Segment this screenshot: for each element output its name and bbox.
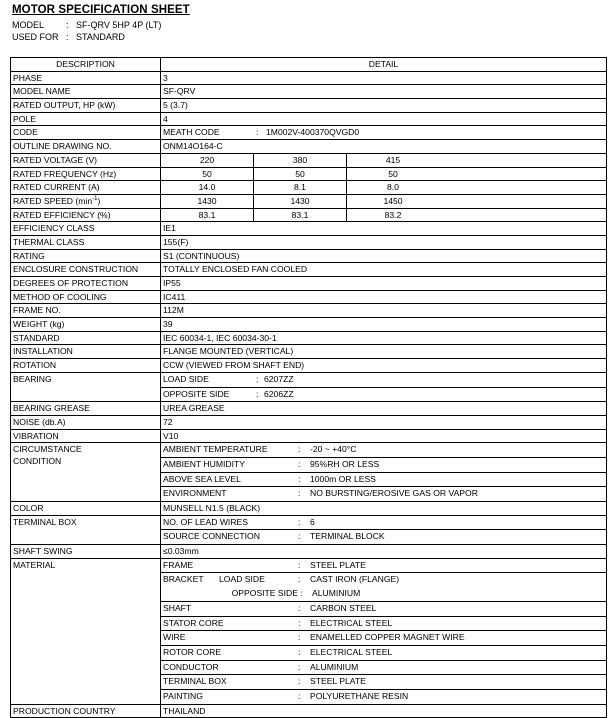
frequency-value-1: 50: [161, 168, 254, 181]
row-label: THERMAL CLASS: [11, 235, 161, 249]
material-line: [161, 675, 606, 690]
table-row: [11, 263, 607, 277]
sheet-title: MOTOR SPECIFICATION SHEET: [12, 4, 190, 16]
table-row: [11, 558, 607, 704]
material-colon: :: [300, 588, 303, 599]
terminal-box-key: SOURCE CONNECTION: [163, 531, 260, 542]
table-row: [11, 304, 607, 318]
row-label: STANDARD: [11, 331, 161, 345]
material-key: CONDUCTOR: [163, 661, 219, 672]
table-row: [11, 331, 607, 345]
table-row: [11, 235, 607, 249]
model-colon: :: [66, 20, 69, 30]
table-row: [11, 545, 607, 559]
terminal-box-line: [161, 530, 606, 544]
circumstance-line: [161, 443, 606, 458]
speed-value-2: 1430: [254, 195, 347, 208]
material-colon: :: [298, 690, 301, 701]
circumstance-key: ENVIRONMENT: [163, 488, 227, 499]
row-label: OUTLINE DRAWING NO.: [11, 140, 161, 154]
frequency-value-2: 50: [254, 168, 347, 181]
material-line: [161, 631, 606, 646]
row-label: VIBRATION: [11, 429, 161, 443]
row-label: RATED VOLTAGE (V): [11, 153, 161, 167]
bracket-opp-value: ALUMINIUM: [312, 588, 361, 599]
table-row: [11, 290, 607, 304]
row-value: 4: [161, 112, 607, 126]
material-colon: :: [298, 559, 301, 570]
table-row: [11, 181, 607, 195]
table-row: [11, 318, 607, 332]
terminal-box-cell: [161, 515, 607, 544]
code-value: 1M002V-400370QVGD0: [266, 127, 360, 138]
frequency-value-3: 50: [388, 168, 398, 179]
table-row: [11, 502, 607, 516]
bearing-colon: :: [256, 388, 259, 399]
material-key: SHAFT: [163, 602, 192, 613]
material-key: ROTOR CORE: [163, 646, 222, 657]
row-value: MUNSELL N1.5 (BLACK): [161, 502, 607, 516]
row-value: 3: [161, 71, 607, 85]
row-label: RATED OUTPUT, HP (kW): [11, 99, 161, 113]
table-row: [11, 372, 607, 401]
bracket-key: BRACKET: [163, 574, 204, 585]
table-row: [11, 140, 607, 154]
table-row: [11, 704, 607, 718]
col-description-header: DESCRIPTION: [11, 58, 161, 72]
table-row: [11, 345, 607, 359]
terminal-box-colon: :: [298, 531, 301, 542]
material-line: [161, 573, 606, 587]
material-value: ELECTRICAL STEEL: [310, 617, 393, 628]
material-value: ENAMELLED COPPER MAGNET WIRE: [310, 632, 465, 643]
speed-label-sup: -1: [92, 196, 98, 203]
speed-value-1: 1430: [161, 195, 254, 208]
circumstance-value: -20 ~ +40°C: [310, 444, 357, 455]
used-for-colon: :: [66, 32, 69, 42]
efficiency-values: [161, 208, 607, 222]
material-colon: :: [298, 632, 301, 643]
row-value: 155(F): [161, 235, 607, 249]
table-header-row: [11, 58, 607, 72]
row-label: SHAFT SWING: [11, 545, 161, 559]
table-row: [11, 249, 607, 263]
voltage-values: [161, 153, 607, 167]
efficiency-value-2: 83.1: [254, 209, 347, 222]
material-colon: :: [298, 646, 301, 657]
terminal-box-line: [161, 516, 606, 531]
material-line: [161, 602, 606, 617]
row-label: DEGREES OF PROTECTION: [11, 277, 161, 291]
current-values: [161, 181, 607, 195]
circumstance-colon: :: [298, 473, 301, 484]
row-label: TERMINAL BOX: [11, 515, 161, 544]
table-row: [11, 415, 607, 429]
row-label: PHASE: [11, 71, 161, 85]
used-for-row: [12, 32, 125, 42]
table-row: [11, 443, 607, 502]
table-row: [11, 85, 607, 99]
bearing-load-value: 6207ZZ: [264, 373, 294, 384]
row-value: THAILAND: [161, 704, 607, 718]
material-key: PAINTING: [163, 690, 203, 701]
voltage-value-3: 415: [385, 154, 401, 165]
bearing-colon: :: [256, 373, 259, 384]
row-label: [11, 194, 161, 208]
row-label: RATING: [11, 249, 161, 263]
efficiency-value-3: 83.2: [384, 209, 402, 220]
row-label: RATED EFFICIENCY (%): [11, 208, 161, 222]
table-row: [11, 402, 607, 416]
material-value: ELECTRICAL STEEL: [310, 646, 393, 657]
model-label: MODEL: [12, 20, 45, 30]
bearing-load-line: [161, 373, 606, 388]
circumstance-label-1: CIRCUMSTANCE: [13, 444, 82, 455]
material-colon: :: [298, 574, 301, 585]
row-value: 5 (3.7): [161, 99, 607, 113]
circumstance-value: 95%RH OR LESS: [310, 458, 380, 469]
table-row: [11, 153, 607, 167]
table-row: [11, 359, 607, 373]
circumstance-colon: :: [298, 458, 301, 469]
material-key: STATOR CORE: [163, 617, 224, 628]
row-value: IC411: [161, 290, 607, 304]
row-label: CODE: [11, 126, 161, 140]
used-for-value: STANDARD: [76, 32, 125, 42]
row-value: IEC 60034-1, IEC 60034-30-1: [161, 331, 607, 345]
circumstance-label: [11, 443, 161, 502]
circumstance-colon: :: [298, 488, 301, 499]
row-value: IP55: [161, 277, 607, 291]
material-line: [161, 617, 606, 632]
row-label: BEARING: [11, 372, 161, 401]
table-row: [11, 429, 607, 443]
row-value: 72: [161, 415, 607, 429]
terminal-box-colon: :: [298, 516, 301, 527]
row-label: MODEL NAME: [11, 85, 161, 99]
circumstance-colon: :: [298, 444, 301, 455]
material-value: POLYURETHANE RESIN: [310, 690, 409, 701]
current-value-2: 8.1: [254, 181, 347, 194]
material-key: FRAME: [163, 559, 194, 570]
table-row: [11, 167, 607, 181]
material-key: WIRE: [163, 632, 186, 643]
code-colon: :: [256, 127, 259, 138]
row-label: NOISE (db.A): [11, 415, 161, 429]
material-value: ALUMINIUM: [310, 661, 359, 672]
model-row: [12, 20, 161, 30]
row-label: ROTATION: [11, 359, 161, 373]
row-label: FRAME NO.: [11, 304, 161, 318]
circumstance-line: [161, 473, 606, 488]
table-row: [11, 277, 607, 291]
frequency-values: [161, 167, 607, 181]
material-line: [161, 559, 606, 574]
circumstance-value: 1000m OR LESS: [310, 473, 376, 484]
used-for-label: USED FOR: [12, 32, 59, 42]
circumstance-key: AMBIENT HUMIDITY: [163, 458, 245, 469]
row-label: PRODUCTION COUNTRY: [11, 704, 161, 718]
material-value: STEEL PLATE: [310, 559, 366, 570]
table-row: [11, 126, 607, 140]
material-line: [161, 646, 606, 661]
bracket-opp-key: OPPOSITE SIDE: [231, 588, 298, 599]
terminal-box-value: 6: [310, 516, 315, 527]
voltage-value-2: 380: [254, 154, 347, 167]
bracket-load-value: CAST IRON (FLANGE): [310, 574, 400, 585]
row-label: METHOD OF COOLING: [11, 290, 161, 304]
circumstance-cell: [161, 443, 607, 502]
bearing-opp-line: [161, 388, 606, 402]
row-value: TOTALLY ENCLOSED FAN COOLED: [161, 263, 607, 277]
material-value: STEEL PLATE: [310, 676, 366, 687]
spec-table: [10, 57, 607, 718]
row-label: COLOR: [11, 502, 161, 516]
current-value-1: 14.0: [161, 181, 254, 194]
material-colon: :: [298, 676, 301, 687]
speed-value-3: 1450: [383, 195, 403, 206]
material-value: CARBON STEEL: [310, 602, 377, 613]
row-label: ENCLOSURE CONSTRUCTION: [11, 263, 161, 277]
table-row: [11, 515, 607, 544]
row-value: 112M: [161, 304, 607, 318]
material-colon: :: [298, 617, 301, 628]
row-value: FLANGE MOUNTED (VERTICAL): [161, 345, 607, 359]
speed-label: RATED SPEED (min: [13, 195, 93, 206]
material-line: [161, 661, 606, 676]
table-row: [11, 99, 607, 113]
row-value: V10: [161, 429, 607, 443]
row-value: ONM14O164-C: [161, 140, 607, 154]
code-key: MEATH CODE: [163, 127, 220, 138]
circumstance-label-2: CONDITION: [13, 456, 62, 467]
speed-values: [161, 194, 607, 208]
bearing-opp-key: OPPOSITE SIDE: [163, 388, 230, 399]
material-colon: :: [298, 602, 301, 613]
circumstance-line: [161, 458, 606, 473]
row-value: S1 (CONTINUOUS): [161, 249, 607, 263]
row-value: 39: [161, 318, 607, 332]
speed-label-end: ): [97, 195, 101, 206]
material-line: [161, 690, 606, 704]
material-colon: :: [298, 661, 301, 672]
row-label: EFFICIENCY CLASS: [11, 222, 161, 236]
row-label: RATED FREQUENCY (Hz): [11, 167, 161, 181]
terminal-box-key: NO. OF LEAD WIRES: [163, 516, 248, 527]
voltage-value-1: 220: [161, 154, 254, 167]
row-value: CCW (VIEWED FROM SHAFT END): [161, 359, 607, 373]
code-cell: [161, 126, 607, 140]
circumstance-value: NO BURSTING/EROSIVE GAS OR VAPOR: [310, 488, 478, 499]
material-line: [161, 587, 606, 602]
terminal-box-value: TERMINAL BLOCK: [310, 531, 385, 542]
table-row: [11, 194, 607, 208]
current-value-3: 8.0: [387, 182, 399, 193]
bearing-load-key: LOAD SIDE: [163, 373, 209, 384]
row-value: UREA GREASE: [161, 402, 607, 416]
col-detail-header: DETAIL: [161, 58, 607, 72]
bearing-cell: [161, 372, 607, 401]
circumstance-key: AMBIENT TEMPERATURE: [163, 444, 268, 455]
row-label: MATERIAL: [11, 558, 161, 704]
material-cell: [161, 558, 607, 704]
circumstance-key: ABOVE SEA LEVEL: [163, 473, 241, 484]
row-label: WEIGHT (kg): [11, 318, 161, 332]
efficiency-value-1: 83.1: [161, 209, 254, 222]
circumstance-line: [161, 487, 606, 501]
material-key: TERMINAL BOX: [163, 676, 227, 687]
table-row: [11, 208, 607, 222]
row-value: IE1: [161, 222, 607, 236]
bearing-opp-value: 6206ZZ: [264, 388, 294, 399]
model-value: SF-QRV 5HP 4P (LT): [76, 20, 162, 30]
row-value: ≤0.03mm: [161, 545, 607, 559]
row-label: BEARING GREASE: [11, 402, 161, 416]
bracket-load-key: LOAD SIDE: [219, 574, 265, 585]
row-label: RATED CURRENT (A): [11, 181, 161, 195]
table-row: [11, 112, 607, 126]
table-row: [11, 71, 607, 85]
row-label: POLE: [11, 112, 161, 126]
row-value: SF-QRV: [161, 85, 607, 99]
table-row: [11, 222, 607, 236]
row-label: INSTALLATION: [11, 345, 161, 359]
